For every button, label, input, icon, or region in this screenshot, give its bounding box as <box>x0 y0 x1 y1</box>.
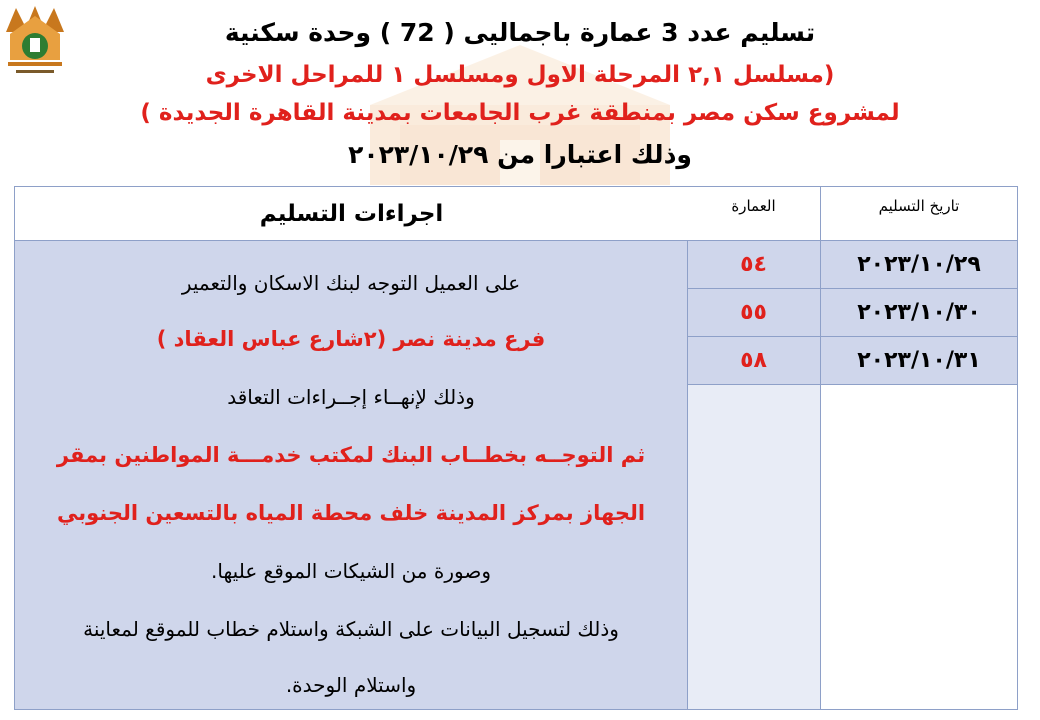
procedure-line-highlight: ثم التوجــه بخطــاب البنك لمكتب خدمـــة المواطنين بمقر <box>56 443 646 467</box>
date-cell: ٢٠٢٣/١٠/٣١ <box>821 337 1017 385</box>
title-line-3: لمشروع سكن مصر بمنطقة غرب الجامعات بمدينة القاهرة الجديدة ) <box>140 100 900 126</box>
title-line-1: تسليم عدد 3 عمارة باجماليى ( 72 ) وحدة سكنية <box>224 18 816 47</box>
procedure-line-highlight: الجهاز بمركز المدينة خلف محطة المياه بالتسعين الجنوبي <box>56 501 646 525</box>
authority-logo <box>2 2 68 82</box>
procedures-header: اجراءات التسليم <box>15 187 688 241</box>
delivery-table <box>14 186 1018 710</box>
procedure-line: على العميل التوجه لبنك الاسكان والتعمير <box>181 271 521 295</box>
date-cell: ٢٠٢٣/١٠/٢٩ <box>821 241 1017 289</box>
building-header: العمارة <box>686 187 821 241</box>
date-cell: ٢٠٢٣/١٠/٣٠ <box>821 289 1017 337</box>
building-cell: ٥٨ <box>686 337 821 385</box>
date-column <box>821 187 1017 385</box>
procedure-line: وصورة من الشيكات الموقع عليها. <box>211 559 491 583</box>
building-cell: ٥٤ <box>686 241 821 289</box>
procedure-line: وذلك لإنهــاء إجــراءات التعاقد <box>227 385 475 409</box>
title-line-2: (مسلسل ٢,١ المرحلة الاول ومسلسل ١ للمراحل الاخرى <box>205 62 835 88</box>
procedure-line: واستلام الوحدة. <box>285 673 417 697</box>
title-line-4: وذلك اعتبارا من ٢٠٢٣/١٠/٢٩ <box>348 140 692 169</box>
procedures-column <box>15 187 688 709</box>
building-cell: ٥٥ <box>686 289 821 337</box>
building-column <box>686 187 821 709</box>
procedures-body <box>15 241 688 709</box>
empty-cell <box>686 385 821 709</box>
date-header: تاريخ التسليم <box>821 187 1017 241</box>
procedure-line: وذلك لتسجيل البيانات على الشبكة واستلام خطاب للموقع لمعاينة <box>83 617 619 641</box>
procedure-line-highlight: فرع مدينة نصر (٢شارع عباس العقاد ) <box>156 327 546 351</box>
